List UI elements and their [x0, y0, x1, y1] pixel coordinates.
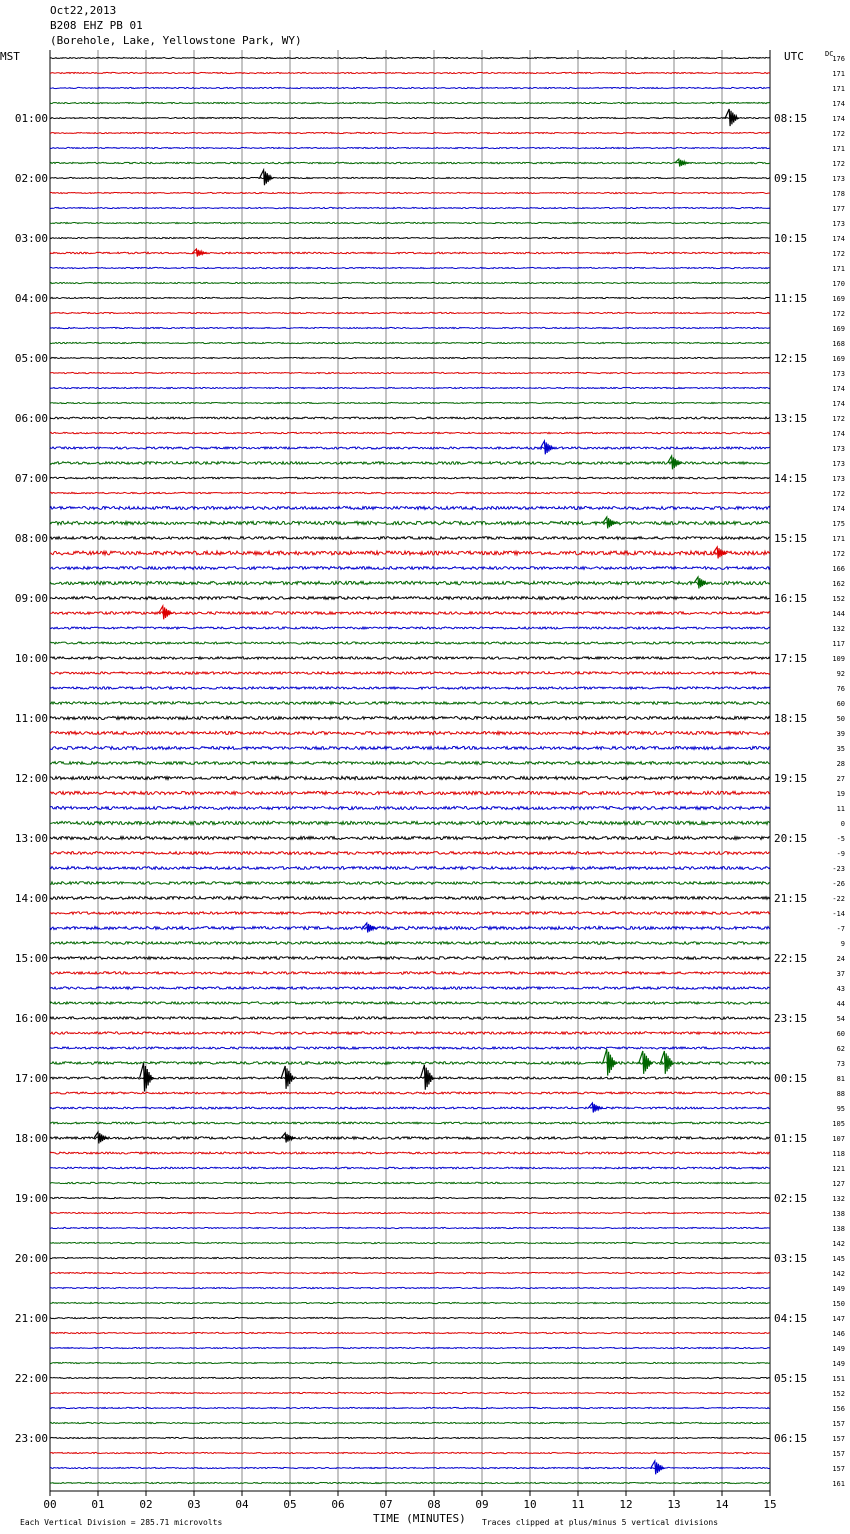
mst-hour-label: 04:00 [14, 292, 48, 305]
x-tick-label: 14 [715, 1498, 729, 1511]
trace-line [50, 192, 770, 193]
dc-offset-label: 157 [832, 1435, 845, 1443]
trace-line [50, 1047, 770, 1049]
dc-offset-label: 172 [832, 490, 845, 498]
trace-line [50, 672, 770, 674]
dc-offset-label: 173 [832, 370, 845, 378]
dc-offset-label: 171 [832, 535, 845, 543]
dc-offset-label: 142 [832, 1270, 845, 1278]
dc-offset-label: 145 [832, 1255, 845, 1263]
dc-offset-label: 142 [832, 1240, 845, 1248]
utc-hour-label: 04:15 [774, 1312, 808, 1325]
mst-hour-label: 22:00 [14, 1372, 48, 1385]
mst-hour-label: 12:00 [14, 772, 48, 785]
trace-line [50, 1062, 770, 1065]
dc-offset-label: 152 [832, 1390, 845, 1398]
dc-offset-label: 161 [832, 1480, 845, 1488]
mst-hour-label: 02:00 [14, 172, 48, 185]
mst-hour-label: 20:00 [14, 1252, 48, 1265]
dc-offset-label: 44 [836, 1000, 845, 1008]
dc-offset-label: 172 [832, 130, 845, 138]
trace-line [50, 702, 770, 705]
dc-offset-labels [832, 55, 845, 1488]
mst-hour-label: 13:00 [14, 832, 48, 845]
x-tick-label: 15 [763, 1498, 777, 1511]
mst-hour-label: 05:00 [14, 352, 48, 365]
dc-offset-label: 35 [836, 745, 845, 753]
trace-line [50, 237, 770, 238]
trace-line [50, 612, 770, 615]
dc-offset-label: 28 [836, 760, 845, 768]
time-axis [43, 1491, 776, 1511]
trace-line [50, 1317, 770, 1318]
dc-offset-label: 171 [832, 70, 845, 78]
x-tick-label: 11 [571, 1498, 585, 1511]
trace-line [50, 1257, 770, 1258]
x-tick-label: 04 [235, 1498, 249, 1511]
event-spike [639, 1051, 653, 1074]
trace-line [50, 222, 770, 223]
dc-offset-label: 81 [836, 1075, 845, 1083]
dc-offset-label: 27 [836, 775, 845, 783]
trace-line [50, 926, 770, 929]
mst-hour-label: 09:00 [14, 592, 48, 605]
dc-offset-label: 171 [832, 265, 845, 273]
trace-line [50, 477, 770, 479]
dc-offset-label: 156 [832, 1405, 845, 1413]
dc-offset-label: -22 [832, 895, 845, 903]
trace-line [50, 567, 770, 570]
x-axis-title: TIME (MINUTES) [373, 1512, 466, 1525]
dc-offset-label: 174 [832, 235, 845, 243]
dc-offset-label: -14 [832, 910, 845, 918]
utc-hour-label: 08:15 [774, 112, 808, 125]
trace-line [50, 1377, 770, 1378]
dc-offset-label: 92 [836, 670, 845, 678]
dc-offset-label: 73 [836, 1060, 845, 1068]
trace-line [50, 72, 770, 73]
dc-offset-label: -7 [836, 925, 845, 933]
dc-offset-label: 172 [832, 550, 845, 558]
dc-offset-label: -5 [836, 835, 845, 843]
trace-line [50, 312, 770, 313]
dc-offset-label: 169 [832, 355, 845, 363]
dc-offset-label: 162 [832, 580, 845, 588]
trace-line [50, 1332, 770, 1333]
x-tick-label: 05 [283, 1498, 297, 1511]
dc-offset-label: 157 [832, 1465, 845, 1473]
trace-line [50, 1032, 770, 1034]
trace-line [50, 537, 770, 540]
utc-hour-label: 22:15 [774, 952, 808, 965]
dc-offset-label: -26 [832, 880, 845, 888]
trace-line [50, 1107, 770, 1109]
dc-offset-label: 0 [840, 820, 845, 828]
station-label: B208 EHZ PB 01 [50, 19, 143, 32]
dc-offset-label: 105 [832, 1120, 845, 1128]
mst-hour-label: 17:00 [14, 1072, 48, 1085]
trace-line [50, 1092, 770, 1094]
dc-offset-label: 172 [832, 310, 845, 318]
trace-line [50, 1287, 770, 1288]
trace-line [50, 912, 770, 915]
utc-hour-label: 15:15 [774, 532, 808, 545]
event-spike [363, 923, 377, 933]
trace-line [50, 1017, 770, 1019]
event-spike [140, 1063, 154, 1092]
utc-hour-label: 17:15 [774, 652, 808, 665]
dc-offset-label: 157 [832, 1420, 845, 1428]
mst-hour-label: 08:00 [14, 532, 48, 545]
trace-line [50, 267, 770, 268]
trace-line [50, 387, 770, 388]
dc-offset-label: 171 [832, 145, 845, 153]
dc-offset-label: 157 [832, 1450, 845, 1458]
dc-offset-label: 60 [836, 1030, 845, 1038]
dc-offset-label: 173 [832, 445, 845, 453]
trace-line [50, 597, 770, 600]
dc-offset-label: 132 [832, 625, 845, 633]
utc-hour-label: 14:15 [774, 472, 808, 485]
trace-line [50, 1272, 770, 1273]
trace-line [50, 417, 770, 419]
dc-offset-label: 95 [836, 1105, 845, 1113]
scale-note: Each Vertical Division = 285.71 microvolts [20, 1518, 223, 1527]
dc-offset-label: 151 [832, 1375, 845, 1383]
trace-line [50, 806, 770, 809]
dc-offset-label: 174 [832, 505, 845, 513]
trace-line [50, 1227, 770, 1228]
dc-offset-label: 60 [836, 700, 845, 708]
utc-hour-label: 18:15 [774, 712, 808, 725]
dc-offset-label: 174 [832, 385, 845, 393]
dc-offset-label: 149 [832, 1360, 845, 1368]
trace-line [50, 1242, 770, 1243]
x-tick-label: 00 [43, 1498, 57, 1511]
mst-hour-label: 07:00 [14, 472, 48, 485]
utc-label: UTC [784, 50, 804, 63]
mst-hour-label: 11:00 [14, 712, 48, 725]
dc-offset-label: 88 [836, 1090, 845, 1098]
trace-line [50, 132, 770, 133]
trace-line [50, 207, 770, 208]
trace-line [50, 462, 770, 465]
dc-offset-label: 174 [832, 430, 845, 438]
dc-offset-label: 39 [836, 730, 845, 738]
trace-line [50, 657, 770, 659]
utc-hour-label: 13:15 [774, 412, 808, 425]
dc-offset-label: 109 [832, 655, 845, 663]
trace-line [50, 882, 770, 885]
dc-offset-label: 150 [832, 1300, 845, 1308]
location-label: (Borehole, Lake, Yellowstone Park, WY) [50, 34, 302, 47]
trace-line [50, 972, 770, 974]
trace-line [50, 746, 770, 749]
utc-hour-label: 06:15 [774, 1432, 808, 1445]
trace-line [50, 731, 770, 734]
date-label: Oct22,2013 [50, 4, 117, 17]
utc-hour-label: 03:15 [774, 1252, 808, 1265]
trace-line [50, 1422, 770, 1423]
dc-offset-label: 43 [836, 985, 845, 993]
x-tick-label: 07 [379, 1498, 393, 1511]
dc-offset-label: 175 [832, 520, 845, 528]
trace-line [50, 1347, 770, 1348]
trace-line [50, 1122, 770, 1124]
trace-line [50, 1167, 770, 1169]
utc-hour-label: 12:15 [774, 352, 808, 365]
dc-offset-label: 37 [836, 970, 845, 978]
utc-hour-label: 19:15 [774, 772, 808, 785]
clip-note: Traces clipped at plus/minus 5 vertical divisions [482, 1518, 719, 1527]
trace-line [50, 642, 770, 644]
dc-offset-label: 19 [836, 790, 845, 798]
trace-line [50, 1002, 770, 1004]
dc-offset-label: 171 [832, 85, 845, 93]
utc-hour-label: 11:15 [774, 292, 808, 305]
dc-offset-label: 168 [832, 340, 845, 348]
trace-line [50, 1302, 770, 1303]
trace-line [50, 1362, 770, 1363]
trace-line [50, 117, 770, 118]
trace-line [50, 447, 770, 449]
mst-hour-label: 15:00 [14, 952, 48, 965]
trace-line [50, 1077, 770, 1079]
mst-hour-label: 03:00 [14, 232, 48, 245]
dc-offset-label: 149 [832, 1345, 845, 1353]
minute-grid [50, 50, 770, 1491]
utc-hour-label: 10:15 [774, 232, 808, 245]
utc-hour-label: 16:15 [774, 592, 808, 605]
dc-offset-label: 169 [832, 325, 845, 333]
trace-line [50, 897, 770, 900]
utc-hour-labels [774, 112, 807, 1445]
dc-offset-label: 152 [832, 595, 845, 603]
x-tick-label: 10 [523, 1498, 537, 1511]
dc-offset-label: 166 [832, 565, 845, 573]
x-tick-label: 03 [187, 1498, 201, 1511]
trace-line [50, 357, 770, 358]
dc-offset-label: 174 [832, 115, 845, 123]
trace-line [50, 627, 770, 629]
trace-line [50, 102, 770, 103]
x-tick-label: 12 [619, 1498, 633, 1511]
x-tick-label: 01 [91, 1498, 105, 1511]
dc-offset-label: 118 [832, 1150, 845, 1158]
trace-line [50, 177, 770, 178]
utc-hour-label: 02:15 [774, 1192, 808, 1205]
trace-line [50, 57, 770, 58]
trace-line [50, 791, 770, 794]
trace-line [50, 852, 770, 855]
dc-offset-label: 146 [832, 1330, 845, 1338]
x-tick-label: 06 [331, 1498, 345, 1511]
trace-line [50, 1392, 770, 1393]
dc-offset-label: 50 [836, 715, 845, 723]
trace-line [50, 716, 770, 719]
trace-line [50, 581, 770, 584]
x-tick-label: 13 [667, 1498, 681, 1511]
trace-line [50, 1437, 770, 1438]
dc-offset-label: 172 [832, 250, 845, 258]
dc-offset-label: 178 [832, 190, 845, 198]
dc-offset-label: -9 [836, 850, 845, 858]
dc-offset-label: 147 [832, 1315, 845, 1323]
trace-line [50, 1452, 770, 1453]
dc-offset-label: 62 [836, 1045, 845, 1053]
dc-offset-label: 127 [832, 1180, 845, 1188]
trace-line [50, 942, 770, 945]
dc-offset-label: 54 [836, 1015, 845, 1023]
trace-line [50, 1137, 770, 1139]
dc-offset-label: 174 [832, 400, 845, 408]
dc-offset-label: 76 [836, 685, 845, 693]
dc-offset-label: 170 [832, 280, 845, 288]
mst-hour-label: 01:00 [14, 112, 48, 125]
utc-hour-label: 23:15 [774, 1012, 808, 1025]
utc-hour-label: 21:15 [774, 892, 808, 905]
dc-offset-label: 107 [832, 1135, 845, 1143]
mst-hour-label: 18:00 [14, 1132, 48, 1145]
dc-offset-label: 117 [832, 640, 845, 648]
dc-offset-label: 172 [832, 415, 845, 423]
dc-offset-label: 173 [832, 175, 845, 183]
trace-line [50, 372, 770, 373]
mst-label: MST [0, 50, 20, 63]
dc-offset-label: 132 [832, 1195, 845, 1203]
trace-line [50, 1152, 770, 1154]
trace-line [50, 957, 770, 960]
mst-hour-label: 19:00 [14, 1192, 48, 1205]
dc-offset-label: 173 [832, 460, 845, 468]
trace-line [50, 762, 770, 765]
utc-hour-label: 05:15 [774, 1372, 808, 1385]
dc-offset-label: 176 [832, 55, 845, 63]
x-tick-label: 02 [139, 1498, 153, 1511]
trace-line [50, 551, 770, 555]
utc-hour-label: 01:15 [774, 1132, 808, 1145]
trace-line [50, 342, 770, 343]
trace-line [50, 776, 770, 779]
utc-hour-label: 09:15 [774, 172, 808, 185]
dc-offset-label: 174 [832, 100, 845, 108]
trace-line [50, 1197, 770, 1198]
utc-hour-label: 20:15 [774, 832, 808, 845]
trace-line [50, 987, 770, 989]
mst-hour-label: 10:00 [14, 652, 48, 665]
trace-line [50, 687, 770, 689]
trace-line [50, 162, 770, 163]
mst-hour-labels [15, 112, 48, 1445]
mst-hour-label: 06:00 [14, 412, 48, 425]
trace-line [50, 836, 770, 839]
mst-hour-label: 21:00 [14, 1312, 48, 1325]
utc-hour-label: 00:15 [774, 1072, 808, 1085]
trace-line [50, 87, 770, 88]
x-tick-label: 08 [427, 1498, 441, 1511]
trace-line [50, 297, 770, 298]
trace-line [50, 1212, 770, 1213]
trace-line [50, 1407, 770, 1408]
dc-offset-label: 149 [832, 1285, 845, 1293]
mst-hour-label: 16:00 [14, 1012, 48, 1025]
mst-hour-label: 14:00 [14, 892, 48, 905]
dc-offset-label: 144 [832, 610, 845, 618]
dc-offset-label: 172 [832, 160, 845, 168]
trace-line [50, 282, 770, 283]
seismic-traces [50, 57, 770, 1483]
trace-line [50, 867, 770, 870]
dc-offset-label: 24 [836, 955, 845, 963]
dc-offset-label: 177 [832, 205, 845, 213]
dc-offset-label: 11 [836, 805, 845, 813]
dc-offset-label: 138 [832, 1210, 845, 1218]
trace-line [50, 506, 770, 509]
x-tick-label: 09 [475, 1498, 489, 1511]
trace-line [50, 432, 770, 433]
trace-line [50, 521, 770, 524]
trace-line [50, 147, 770, 148]
dc-header-label: DC [825, 50, 834, 58]
trace-line [50, 492, 770, 493]
dc-offset-label: 121 [832, 1165, 845, 1173]
trace-line [50, 1482, 770, 1483]
dc-offset-label: 138 [832, 1225, 845, 1233]
trace-line [50, 327, 770, 328]
trace-line [50, 1182, 770, 1183]
dc-offset-label: 173 [832, 475, 845, 483]
dc-offset-label: 9 [840, 940, 845, 948]
trace-line [50, 821, 770, 824]
dc-offset-label: 169 [832, 295, 845, 303]
mst-hour-label: 23:00 [14, 1432, 48, 1445]
dc-offset-label: 173 [832, 220, 845, 228]
trace-line [50, 252, 770, 254]
dc-offset-label: -23 [832, 865, 845, 873]
trace-line [50, 402, 770, 403]
